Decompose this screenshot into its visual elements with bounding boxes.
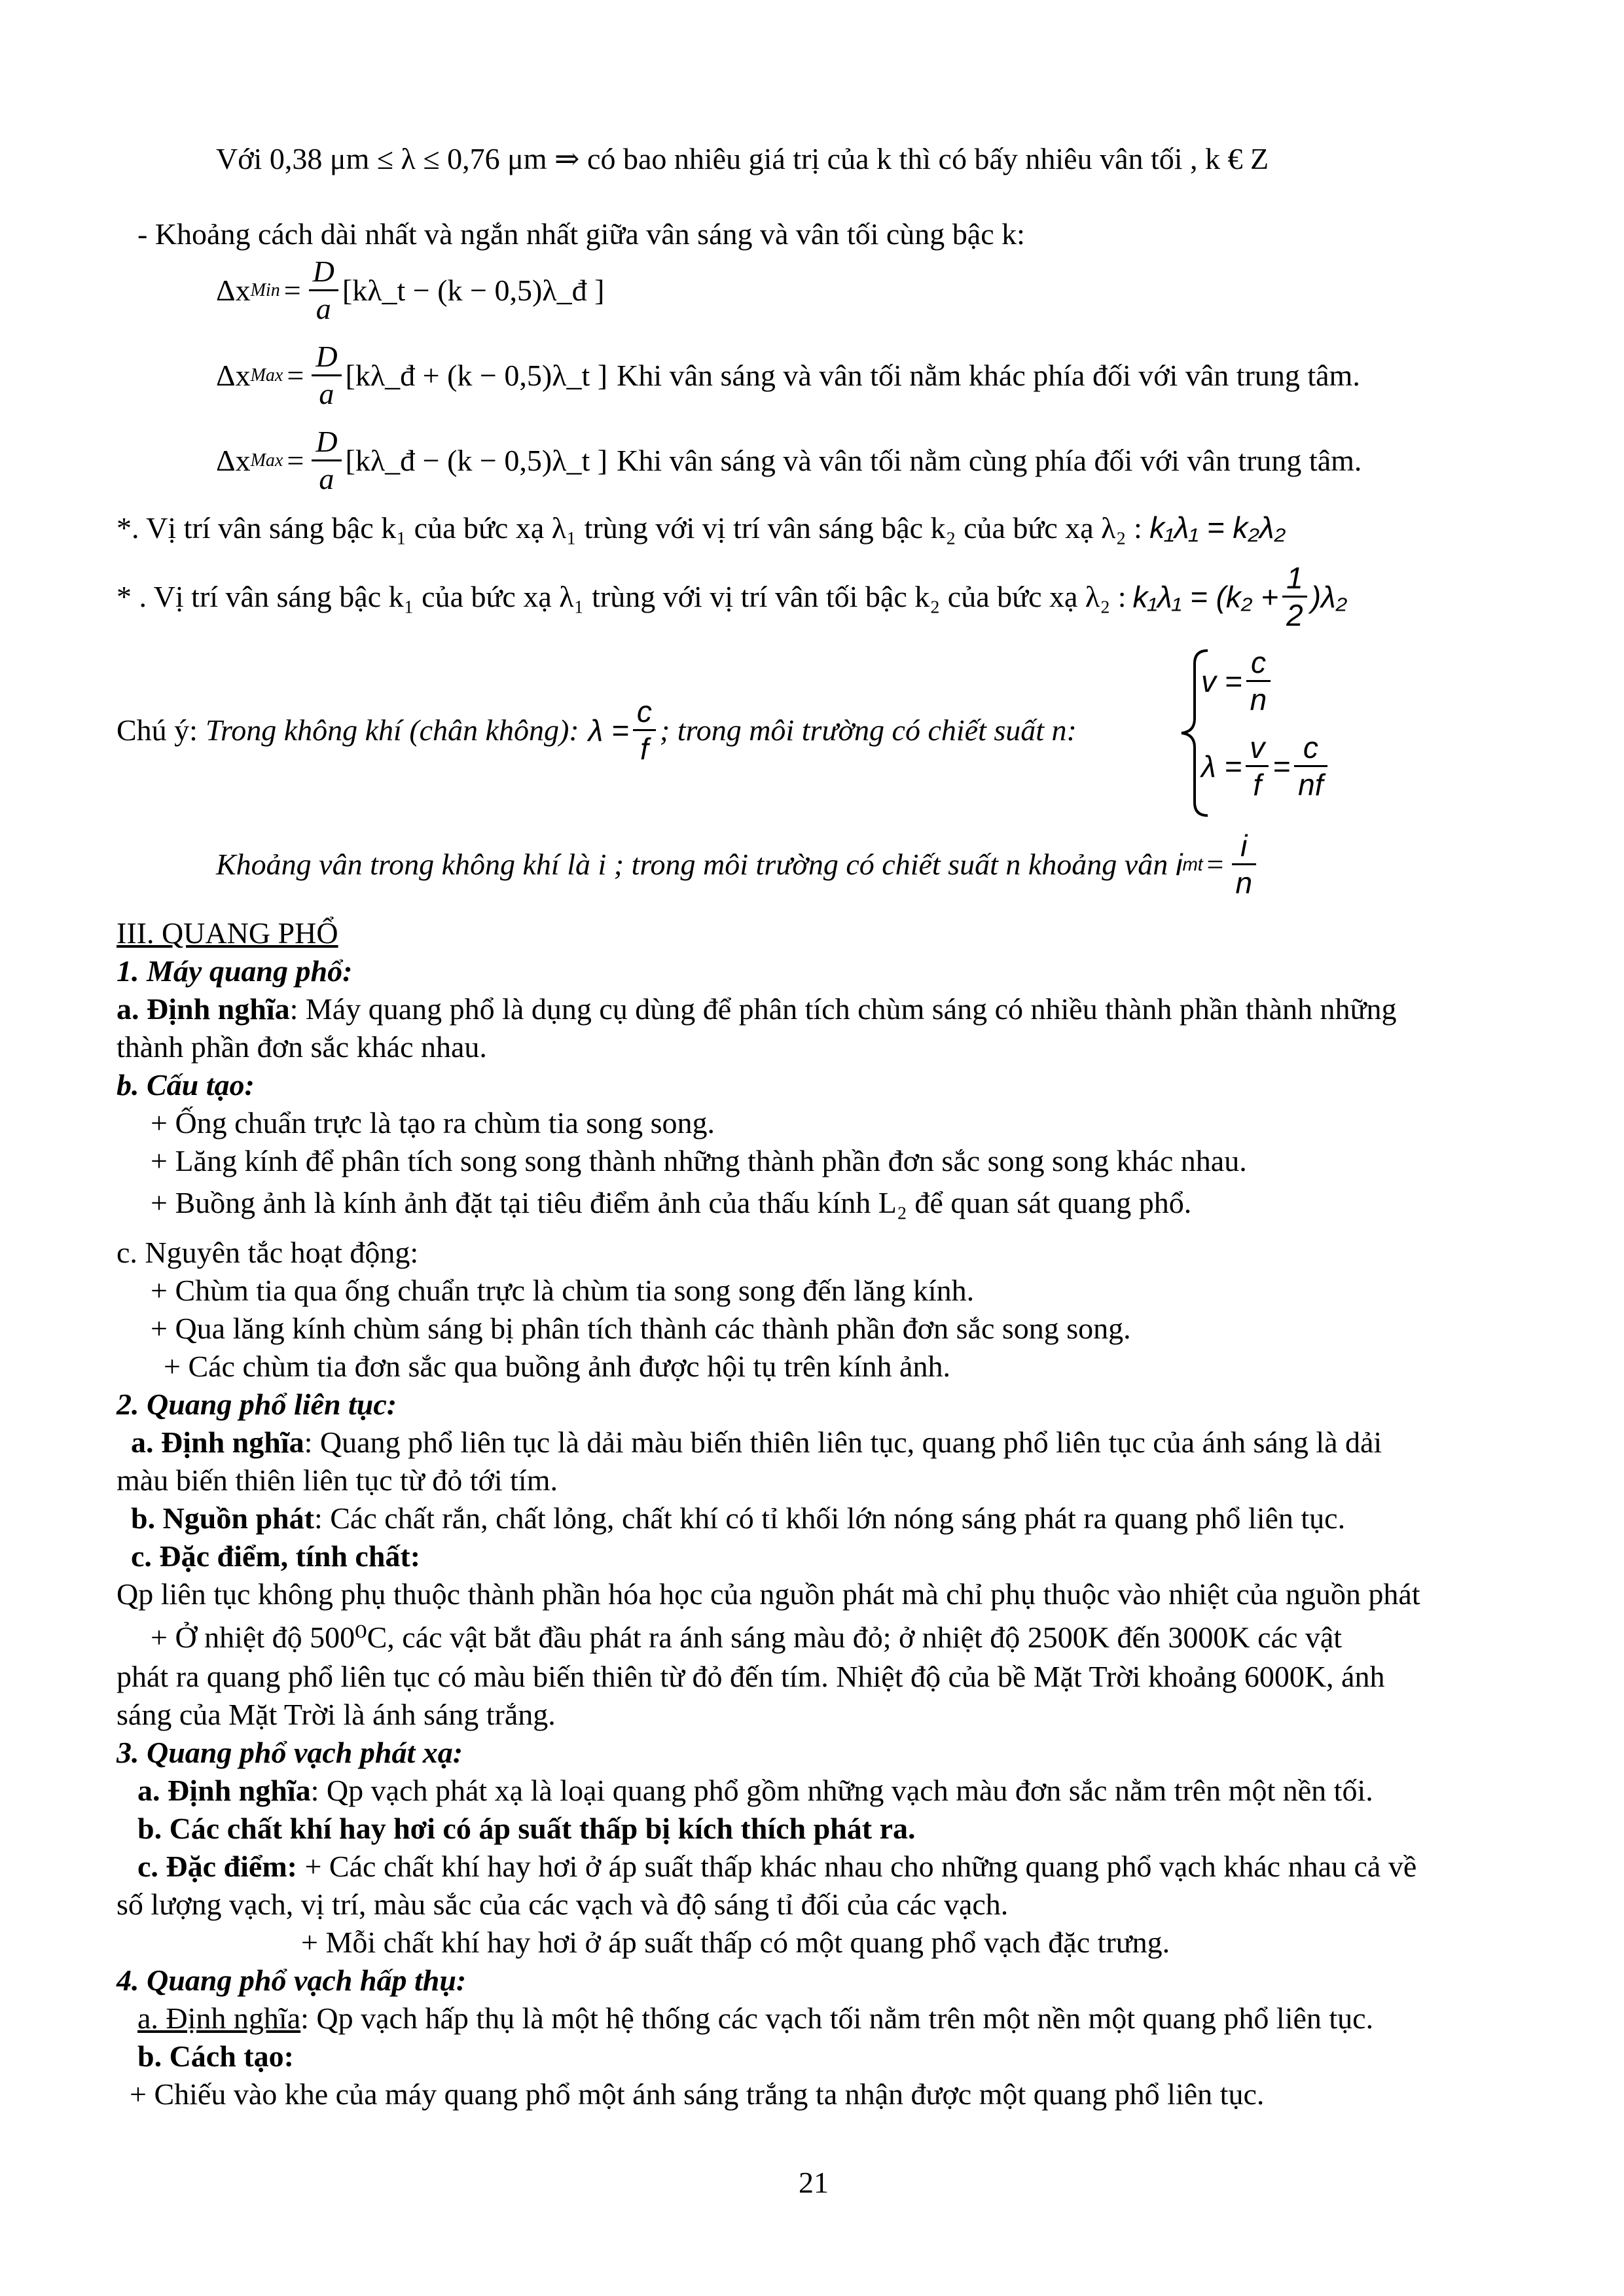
coincide-bright-dark (117, 560, 1347, 633)
coincide-formula-a: k₁λ₁ = (k₂ + (1132, 579, 1279, 614)
formula-sub: Min (250, 279, 280, 300)
s2-c-text3: phát ra quang phổ liên tục có màu biến thiên từ đỏ đến tím. Nhiệt độ của bề Mặt Trời khoảng 6000K, ánh (117, 1660, 1385, 1693)
s1-a-line (117, 991, 1396, 1028)
s2-c-text1: Qp liên tục không phụ thuộc thành phần hóa học của nguồn phát mà chỉ phụ thuộc vào nhiệt của nguồn phát (117, 1577, 1420, 1611)
s2-c-title: c. Đặc điểm, tính chất: (131, 1539, 421, 1573)
note-label: Chú ý: (117, 713, 198, 747)
s1-b-item: + Buồng ảnh là kính ảnh đặt tại tiêu điểm ảnh của thấu kính L₂ để quan sát quang phổ. (151, 1186, 1192, 1219)
fraction-num: i (1240, 829, 1248, 863)
fraction-d-over-a (309, 254, 338, 327)
s3-a-line (137, 1772, 1373, 1809)
s3-title: 3. Quang phổ vạch phát xạ: (117, 1736, 463, 1769)
s1-a-label: a. Định nghĩa (117, 992, 290, 1026)
fraction-num: c (1303, 730, 1318, 764)
fraction-c-over-n (1246, 645, 1271, 717)
fraction-c-over-f (633, 694, 656, 766)
note-line (117, 694, 1077, 766)
s3-a-label: a. Định nghĩa (137, 1774, 311, 1807)
v-formula (1201, 645, 1274, 717)
fraction-d-over-a (312, 339, 341, 412)
s3-c-label: c. Đặc điểm: (137, 1850, 297, 1883)
i-eq: = (1206, 848, 1224, 881)
fraction-v-over-f (1246, 730, 1269, 802)
s3-c-line (137, 1848, 1416, 1885)
s4-a-text: : Qp vạch hấp thụ là một hệ thống các vạch tối nằm trên một nền một quang phổ liên tục. (300, 2001, 1374, 2035)
s3-c-text: + Các chất khí hay hơi ở áp suất thấp khác nhau cho những quang phổ vạch khác nhau cả về (297, 1850, 1417, 1883)
fraction-den: a (312, 459, 341, 497)
formula-note: Khi vân sáng và vân tối nằm khác phía đối với vân trung tâm. (617, 359, 1360, 392)
s2-b-text: : Các chất rắn, chất lỏng, chất khí có tỉ khối lớn nóng sáng phát ra quang phổ liên tục. (314, 1501, 1346, 1535)
formula-sub: Max (250, 450, 283, 471)
s4-title: 4. Quang phổ vạch hấp thụ: (117, 1964, 467, 1997)
fraction-den: 2 (1282, 596, 1307, 633)
range-line: Với 0,38 μm ≤ λ ≤ 0,76 μm ⇒ có bao nhiêu giá trị của k thì có bấy nhiêu vân tối , k € Z (216, 142, 1269, 175)
s2-a-label: a. Định nghĩa (131, 1426, 304, 1459)
fraction-den: f (1246, 765, 1269, 802)
fraction-num: D (312, 255, 334, 288)
v-eq: v = (1201, 664, 1242, 698)
fraction-i-over-n (1232, 828, 1257, 901)
s1-b-title: b. Cấu tạo: (117, 1068, 255, 1102)
s4-a-label: a. Định nghĩa (137, 2001, 301, 2035)
section-title: III. QUANG PHỔ (117, 916, 338, 950)
fraction-one-half (1282, 560, 1307, 633)
formula-dx-max-2: Δx Max = $\frac{D}{a}$ [kλ_đ − (k − 0,5)λ_t ] Khi vân sáng và vân tối nằm cùng phía đối với vân trung tâm. (216, 425, 1362, 495)
s1-b-item: + Ống chuẩn trực là tạo ra chùm tia song song. (151, 1106, 715, 1139)
formula-body: [kλ_t − (k − 0,5)λ_đ ] (342, 274, 605, 307)
s4-b-title: b. Cách tạo: (137, 2039, 294, 2073)
formula-body: [kλ_đ + (k − 0,5)λ_t ] (345, 359, 608, 392)
formula-sub: Max (250, 365, 283, 386)
fraction-den: f (633, 729, 656, 766)
s2-c-text4: sáng của Mặt Trời là ánh sáng trắng. (117, 1698, 556, 1731)
fraction-den: nf (1294, 765, 1327, 802)
lambda-eq: λ = (588, 713, 629, 747)
fraction-d-over-a (312, 424, 341, 497)
s2-a-line (131, 1424, 1382, 1461)
fraction-num: c (636, 694, 652, 728)
s3-c-line3: + Mỗi chất khí hay hơi ở áp suất thấp có một quang phổ vạch đặc trưng. (301, 1926, 1170, 1959)
fraction-num: c (1250, 645, 1266, 679)
fraction-c-over-nf (1294, 730, 1327, 802)
formula-dx-max-1: Δx Max = $\frac{D}{a}$ [kλ_đ + (k − 0,5)λ_t ] Khi vân sáng và vân tối nằm khác phía đối với vân trung tâm. (216, 340, 1360, 410)
distance-intro: - Khoảng cách dài nhất và ngắn nhất giữa vân sáng và vân tối cùng bậc k: (137, 217, 1025, 251)
coincide-formula-b: )λ₂ (1310, 579, 1348, 614)
s1-c-item: + Các chùm tia đơn sắc qua buồng ảnh được hội tụ trên kính ảnh. (164, 1350, 950, 1383)
s2-title: 2. Quang phổ liên tục: (117, 1388, 397, 1421)
s4-b-text: + Chiếu vào khe của máy quang phổ một ánh sáng trắng ta nhận được một quang phổ liên tục. (130, 2077, 1265, 2111)
fraction-den: n (1246, 680, 1271, 717)
fraction-num: D (316, 340, 338, 373)
s1-a-line2: thành phần đơn sắc khác nhau. (117, 1030, 487, 1064)
coincide-formula: k₁λ₁ = k₂λ₂ (1149, 511, 1286, 545)
note-text-a: Trong không khí (chân không): (205, 713, 579, 747)
s1-c-item: + Qua lăng kính chùm sáng bị phân tích thành các thành phần đơn sắc song song. (151, 1312, 1131, 1345)
fraction-num: 1 (1286, 561, 1303, 595)
formula-lhs: Δx (216, 274, 251, 307)
fraction-num: D (316, 425, 338, 458)
lambda2-eq: λ = (1201, 749, 1242, 783)
formula-dx-min: Δx Min = $\frac{D}{a}$ [kλ_t − (k − 0,5)λ_đ ] (216, 255, 605, 325)
fringe-line (216, 828, 1260, 901)
s1-title: 1. Máy quang phổ: (117, 954, 353, 988)
fraction-den: a (309, 289, 338, 327)
s4-a-line (137, 2000, 1373, 2037)
formula-note: Khi vân sáng và vân tối nằm cùng phía đối với vân trung tâm. (617, 444, 1362, 477)
s2-b-line (131, 1500, 1345, 1537)
coincide-text: * . Vị trí vân sáng bậc k₁ của bức xạ λ₁ trùng với vị trí vân tối bậc k₂ của bức xạ λ₂ : (117, 580, 1127, 613)
coincide-bright-bright (117, 509, 1286, 547)
s2-a-line2: màu biến thiên liên tục từ đỏ tới tím. (117, 1463, 558, 1497)
lambda-formula (1201, 730, 1331, 802)
s2-b-label: b. Nguồn phát (131, 1501, 314, 1535)
formula-lhs: Δx (216, 444, 251, 477)
note-text-b: ; trong môi trường có chiết suất n: (659, 713, 1077, 747)
s1-c-title: c. Nguyên tắc hoạt động: (117, 1236, 419, 1269)
s2-a-text: : Quang phổ liên tục là dải màu biến thiên liên tục, quang phổ liên tục của ánh sáng là dải (304, 1426, 1382, 1459)
i-mt-sub: mt (1182, 853, 1203, 874)
fraction-den: n (1232, 863, 1257, 901)
s1-b-item: + Lăng kính để phân tích song song thành những thành phần đơn sắc song song khác nhau. (151, 1144, 1247, 1177)
fraction-den: a (312, 374, 341, 412)
i-mt: i (1176, 847, 1183, 882)
s1-c-item: + Chùm tia qua ống chuẩn trực là chùm tia song song đến lăng kính. (151, 1274, 975, 1307)
formula-lhs: Δx (216, 359, 251, 392)
page-number: 21 (799, 2166, 829, 2199)
fraction-num: v (1250, 730, 1265, 764)
formula-body: [kλ_đ − (k − 0,5)λ_t ] (345, 444, 608, 477)
s3-b-line: b. Các chất khí hay hơi có áp suất thấp bị kích thích phát ra. (137, 1812, 916, 1845)
eq-sign: = (1272, 749, 1291, 783)
s2-c-text2: + Ở nhiệt độ 500⁰C, các vật bắt đầu phát ra ánh sáng màu đỏ; ở nhiệt độ 2500K đến 3000K các vật (151, 1621, 1343, 1654)
s3-a-text: : Qp vạch phát xạ là loại quang phổ gồm những vạch màu đơn sắc nằm trên một nền tối. (310, 1774, 1373, 1807)
s1-a-text: : Máy quang phổ là dụng cụ dùng để phân tích chùm sáng có nhiều thành phần thành những (289, 992, 1397, 1026)
coincide-text: *. Vị trí vân sáng bậc k₁ của bức xạ λ₁ trùng với vị trí vân sáng bậc k₂ của bức xạ λ₂ : (117, 511, 1142, 545)
fringe-text: Khoảng vân trong không khí là i ; trong môi trường có chiết suất n khoảng vân (216, 848, 1168, 881)
s3-c-line2: số lượng vạch, vị trí, màu sắc của các vạch và độ sáng tỉ đối của các vạch. (117, 1888, 1009, 1921)
